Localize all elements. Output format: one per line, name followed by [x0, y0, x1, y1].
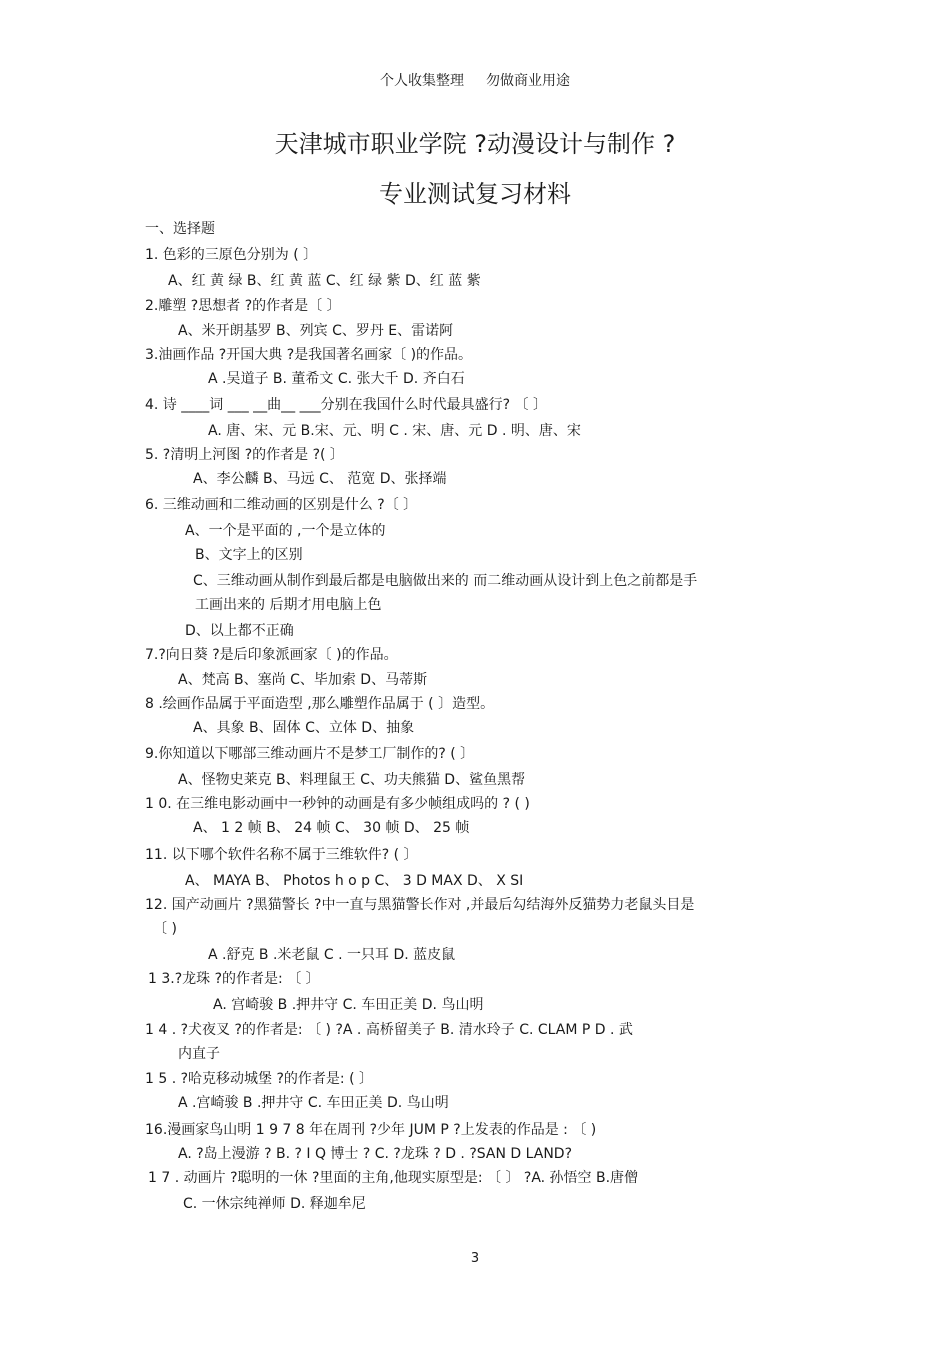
- question-2: 2.雕塑 ?思想者 ?的作者是〔 〕: [145, 298, 341, 314]
- header-left-text: 个人收集整理: [380, 73, 464, 89]
- question-16: 16.漫画家鸟山明 1 9 7 8 年在周刊 ?少年 JUM P ?上发表的作品是 : 〔 ): [145, 1122, 597, 1138]
- document-title-line-2: 专业测试复习材料: [379, 180, 571, 208]
- page-header: [0, 70, 950, 90]
- question-6-option-c-cont: 工画出来的 后期才用电脑上色: [195, 597, 382, 613]
- question-6: 6. 三维动画和二维动画的区别是什么 ?〔 〕: [145, 497, 418, 513]
- question-1: 1. 色彩的三原色分别为 ( 〕: [145, 247, 318, 263]
- page-number: 3: [470, 1251, 480, 1266]
- question-4-options: A. 唐、宋、元 B.宋、元、明 C . 宋、唐、元 D . 明、唐、宋: [208, 423, 581, 439]
- question-3-options: A .吴道子 B. 董希文 C. 张大千 D. 齐白石: [208, 371, 465, 387]
- question-10: 1 0. 在三维电影动画中一秒钟的动画是有多少帧组成吗的 ? ( ): [145, 796, 530, 812]
- question-1-options: A、红 黄 绿 B、红 黄 蓝 C、红 绿 紫 D、红 蓝 紫: [168, 273, 481, 289]
- question-11-options: A、 MAYA B、 Photos h o p C、 3 D MAX D、 X SI: [185, 873, 524, 889]
- question-4: 4. 诗 ____词 ___ __曲__ ___分别在我国什么时代最具盛行? 〔 〕: [145, 397, 547, 413]
- question-7-options: A、梵高 B、塞尚 C、毕加索 D、马蒂斯: [178, 672, 428, 688]
- question-5-options: A、李公麟 B、马远 C、 范宽 D、张择端: [193, 471, 447, 487]
- question-9-options: A、怪物史莱克 B、料理鼠王 C、功夫熊猫 D、鲨鱼黑帮: [178, 772, 526, 788]
- question-15-options: A .宫崎骏 B .押井守 C. 车田正美 D. 鸟山明: [178, 1095, 449, 1111]
- question-7: 7.?向日葵 ?是后印象派画家〔 )的作品。: [145, 647, 398, 663]
- question-9: 9.你知道以下哪部三维动画片不是梦工厂制作的? ( 〕: [145, 746, 475, 762]
- question-12-cont: 〔 ): [153, 921, 177, 937]
- question-6-option-c: C、三维动画从制作到最后都是电脑做出来的 而二维动画从设计到上色之前都是手: [193, 573, 698, 589]
- question-13: 1 3.?龙珠 ?的作者是: 〔 〕: [148, 971, 320, 987]
- question-6-option-b: B、文字上的区别: [195, 547, 303, 563]
- question-13-options: A. 宫崎骏 B .押井守 C. 车田正美 D. 鸟山明: [213, 997, 484, 1013]
- question-8: 8 .绘画作品属于平面造型 ,那么雕塑作品属于 ( 〕造型。: [145, 696, 495, 712]
- question-8-options: A、具象 B、固体 C、立体 D、抽象: [193, 720, 415, 736]
- question-2-options: A、米开朗基罗 B、列宾 C、罗丹 E、雷诺阿: [178, 323, 454, 339]
- question-17: 1 7 . 动画片 ?聪明的一休 ?里面的主角,他现实原型是: 〔 〕 ?A. 孙悟空 B.唐僧: [148, 1170, 639, 1186]
- question-6-option-d: D、以上都不正确: [185, 623, 294, 639]
- question-12: 12. 国产动画片 ?黑猫警长 ?中一直与黑猫警长作对 ,并最后勾结海外反猫势力老鼠头目是: [145, 897, 695, 913]
- question-14-cont: 内直子: [178, 1046, 220, 1062]
- question-6-option-a: A、一个是平面的 ,一个是立体的: [185, 523, 386, 539]
- question-12-options: A .舒克 B .米老鼠 C . 一只耳 D. 蓝皮鼠: [208, 947, 456, 963]
- question-3: 3.油画作品 ?开国大典 ?是我国著名画家〔 )的作品。: [145, 347, 473, 363]
- question-14: 1 4 . ?犬夜叉 ?的作者是: 〔 ) ?A . 高桥留美子 B. 清水玲子 C. CLAM P D . 武: [145, 1022, 633, 1038]
- question-10-options: A、 1 2 帧 B、 24 帧 C、 30 帧 D、 25 帧: [193, 820, 470, 836]
- document-title-line-1: 天津城市职业学院 ?动漫设计与制作 ?: [274, 130, 676, 158]
- question-15: 1 5 . ?哈克移动城堡 ?的作者是: ( 〕: [145, 1071, 374, 1087]
- question-16-options: A. ?岛上漫游 ? B. ? I Q 博士 ? C. ?龙珠 ? D . ?SAN D LAND?: [178, 1146, 573, 1162]
- section-heading: 一、选择题: [145, 221, 215, 237]
- header-right-text: 勿做商业用途: [486, 73, 570, 89]
- question-5: 5. ?清明上河图 ?的作者是 ?( 〕: [145, 447, 344, 463]
- question-17-options: C. 一休宗纯禅师 D. 释迦牟尼: [183, 1196, 366, 1212]
- question-11: 11. 以下哪个软件名称不属于三维软件? ( 〕: [145, 847, 418, 863]
